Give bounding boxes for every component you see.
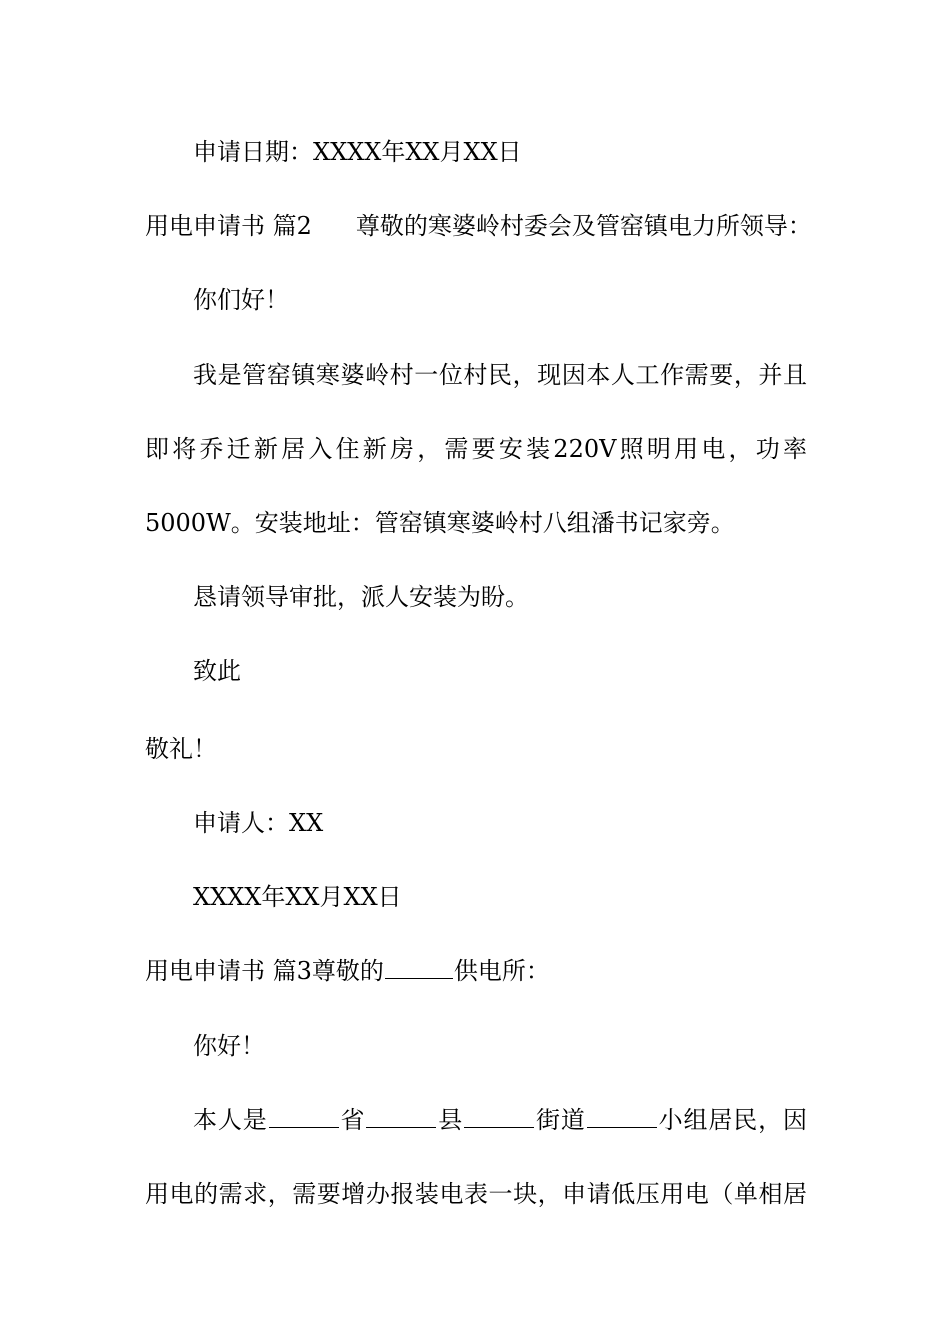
section-title: 用电申请书 篇3尊敬的	[145, 957, 384, 985]
text-segment: 省	[339, 1106, 366, 1134]
blank-field	[269, 1105, 339, 1128]
body-line: 恳请领导审批，派人安装为盼。	[193, 583, 529, 611]
body-line: 5000W。安装地址：管窑镇寒婆岭村八组潘书记家旁。	[145, 509, 735, 537]
regards: 敬礼！	[145, 735, 217, 763]
text-segment: 县	[437, 1106, 464, 1134]
body-line: 用电的需求，需要增办报装电表一块，申请低压用电（单相居	[145, 1180, 807, 1208]
text-segment: 本人是	[193, 1106, 268, 1134]
text-segment: 街道	[535, 1106, 586, 1134]
letter-3-heading	[145, 956, 807, 986]
body-line: 即将乔迁新居入住新房，需要安装220V照明用电，功率	[145, 435, 807, 463]
blank-field	[366, 1105, 436, 1128]
salutation: 供电所：	[453, 957, 550, 985]
closing: 致此	[193, 657, 241, 685]
applicant: 申请人：XX	[193, 809, 324, 837]
letter-2-heading	[145, 211, 812, 241]
section-title: 用电申请书 篇2	[145, 212, 312, 240]
blank-field	[587, 1105, 657, 1128]
body-line: 我是管窑镇寒婆岭村一位村民，现因本人工作需要，并且	[193, 361, 807, 389]
greeting: 你好！	[193, 1032, 265, 1060]
blank-field	[464, 1105, 534, 1128]
text-segment: 小组居民，因	[657, 1106, 807, 1134]
body-line	[193, 1105, 807, 1135]
salutation: 尊敬的寒婆岭村委会及管窑镇电力所领导：	[355, 212, 812, 240]
blank-field	[385, 956, 453, 979]
greeting: 你们好！	[193, 286, 289, 314]
signature-date: XXXX年XX月XX日	[193, 883, 402, 911]
application-date: 申请日期：XXXX年XX月XX日	[193, 138, 522, 166]
